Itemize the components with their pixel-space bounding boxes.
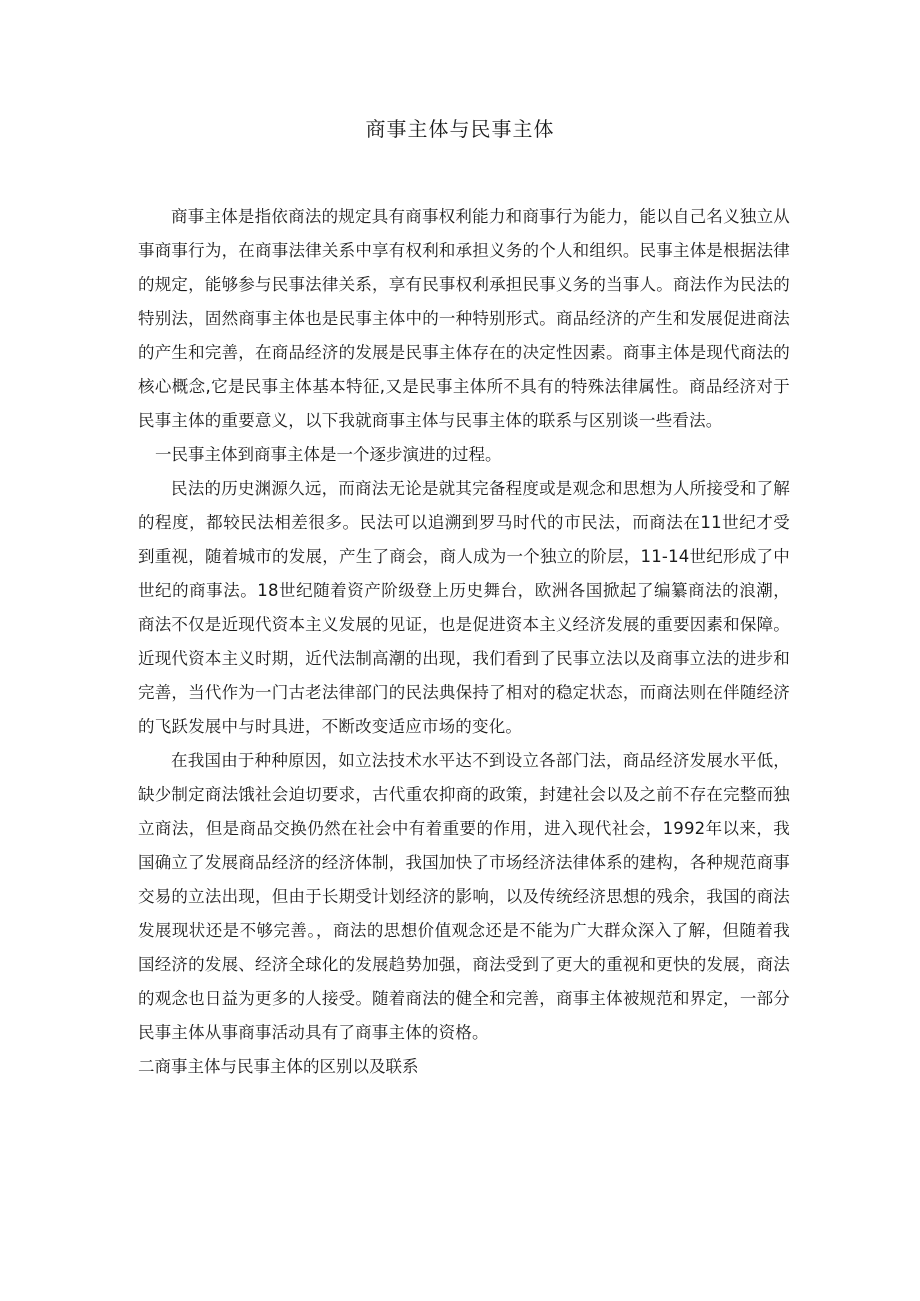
section-1-paragraph-1: 民法的历史渊源久远，而商法无论是就其完备程度或是观念和思想为人所接受和了解的程度，都较民法相差很多。民法可以追溯到罗马时代的市民法，而商法在11世纪才受到重视，随着城市的发展，产生了商会，商人成为一个独立的阶层，11-14世纪形成了中世纪的商事法。18世纪随着资产阶级登上历史舞台，欧洲各国掀起了编纂商法的浪潮，商法不仅是近现代资本主义发展的见证，也是促进资本主义经济发展的重要因素和保障。近现代资本主义时期，近代法制高潮的出现，我们看到了民事立法以及商事立法的进步和完善，当代作为一门古老法律部门的民法典保持了相对的稳定状态，而商法则在伴随经济的飞跃发展中与时具进，不断改变适应市场的变化。 (138, 479, 790, 736)
section-1-paragraph-2: 在我国由于种种原因，如立法技术水平达不到设立各部门法，商品经济发展水平低，缺少制定商法饿社会迫切要求，古代重农抑商的政策，封建社会以及之前不存在完整而独立商法，但是商品交换仍然在社会中有着重要的作用，进入现代社会，1992年以来，我国确立了发展商品经济的经济体制，我国加快了市场经济法律体系的建构，各种规范商事交易的立法出现，但由于长期受计划经济的影响，以及传统经济思想的残余，我国的商法发展现状还是不够完善。，商法的思想价值观念还是不能为广大群众深入了解，但随着我国经济的发展、经济全球化的发展趋势加强，商法受到了更大的重视和更快的发展，商法的观念也日益为更多的人接受。随着商法的健全和完善，商事主体被规范和界定，一部分民事主体从事商事活动具有了商事主体的资格。 (138, 751, 790, 1042)
document-title: 商事主体与民事主体 (365, 117, 555, 141)
document-body (138, 200, 790, 1084)
intro-paragraph: 商事主体是指依商法的规定具有商事权利能力和商事行为能力，能以自己名义独立从事商事行为，在商事法律关系中享有权利和承担义务的个人和组织。民事主体是根据法律的规定，能够参与民事法律关系，享有民事权利承担民事义务的当事人。商法作为民法的特别法，固然商事主体也是民事主体中的一种特别形式。商品经济的产生和发展促进商法的产生和完善，在商品经济的发展是民事主体存在的决定性因素。商事主体是现代商法的核心概念,它是民事主体基本特征,又是民事主体所不具有的特殊法律属性。商品经济对于民事主体的重要意义，以下我就商事主体与民事主体的联系与区别谈一些看法。 (138, 207, 790, 430)
section-1-heading: 一民事主体到商事主体是一个逐步演进的过程。 (155, 445, 502, 464)
section-2-heading: 二商事主体与民事主体的区别以及联系 (138, 1057, 419, 1076)
